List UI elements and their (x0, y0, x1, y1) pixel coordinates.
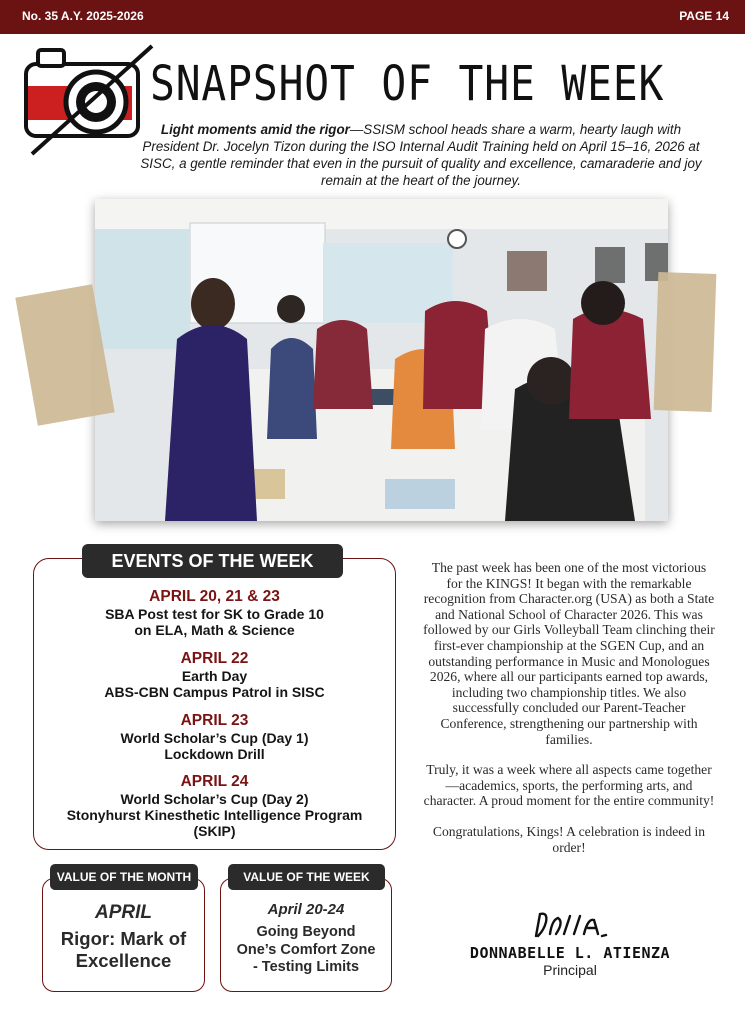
event-photo (95, 199, 668, 521)
event-item (33, 588, 396, 638)
signer-role: Principal (543, 962, 597, 978)
event-line: Stonyhurst Kinesthetic Intelligence Program (66, 807, 363, 823)
issue-number: No. 35 A.Y. 2025-2026 (22, 9, 144, 23)
event-item (33, 712, 396, 762)
value-month-text (42, 928, 205, 972)
value-month-period: APRIL (95, 902, 152, 923)
value-week-line: Going Beyond (256, 924, 356, 940)
signer-name: DONNABELLE L. ATIENZA (469, 944, 671, 962)
article-paragraph: Congratulations, Kings! A celebration is indeed in order! (432, 823, 706, 855)
event-item (33, 773, 396, 839)
page-title: SNAPSHOT OF THE WEEK (150, 56, 665, 112)
caption-lead: Light moments amid the rigor (160, 122, 350, 137)
value-week-line: - Testing Limits (252, 959, 360, 975)
event-line: World Scholar’s Cup (Day 1) (120, 730, 309, 746)
event-item (33, 650, 396, 700)
event-line: (SKIP) (193, 823, 236, 839)
event-line: World Scholar’s Cup (Day 2) (120, 791, 309, 807)
event-line: Lockdown Drill (164, 746, 265, 762)
value-month-line: Rigor: Mark of (60, 928, 187, 949)
value-of-month-heading: VALUE OF THE MONTH (50, 864, 198, 890)
camera-icon (22, 42, 158, 158)
caption-body: —SSISM school heads share a warm, hearty laugh with President Dr. Jocelyn Tizon during the ISO Internal Audit Training held on April 15–16, 2026 at SISC, a gentle reminder that even in the pursuit of quality and excellence, camaraderie and joy remain at the heart of the journey. (140, 122, 702, 188)
tape-decoration (654, 272, 717, 412)
article-paragraph: The past week has been one of the most victorious for the KINGS! It began with the remarkable recognition from Character.org (USA) as both a State and National School of Character 2026. This was followed by our Girls Volleyball Team clinching their first-ever championship at the SGEN Cup, and an outstanding performance in Music and Monologues 2026, where all our participants earned top awards, including two championship titles. We also successfully concluded our Parent-Teacher Conference, strengthening our partnership with families. (423, 560, 715, 747)
event-date: APRIL 20, 21 & 23 (149, 588, 280, 605)
article-paragraph: Truly, it was a week where all aspects came together—academics, sports, the performing arts, and character. A proud moment for the entire community! (423, 762, 715, 809)
value-week-period: April 20-24 (267, 901, 345, 918)
header-bar (0, 0, 745, 34)
event-date: APRIL 24 (180, 773, 249, 790)
value-week-line: One’s Comfort Zone (236, 941, 376, 958)
event-line: Earth Day (181, 668, 248, 684)
event-date: APRIL 23 (180, 712, 249, 729)
article-text (423, 560, 715, 870)
photo-caption (140, 121, 702, 189)
value-of-week-heading: VALUE OF THE WEEK (228, 864, 385, 890)
signature (530, 908, 610, 942)
events-heading: EVENTS OF THE WEEK (82, 544, 343, 578)
page-number: PAGE 14 (679, 9, 729, 23)
event-date: APRIL 22 (180, 650, 249, 667)
event-line: ABS-CBN Campus Patrol in SISC (104, 684, 325, 700)
event-line: on ELA, Math & Science (134, 622, 295, 638)
value-month-line: Excellence (75, 950, 172, 971)
event-line: SBA Post test for SK to Grade 10 (105, 606, 324, 622)
value-week-text (220, 924, 392, 977)
